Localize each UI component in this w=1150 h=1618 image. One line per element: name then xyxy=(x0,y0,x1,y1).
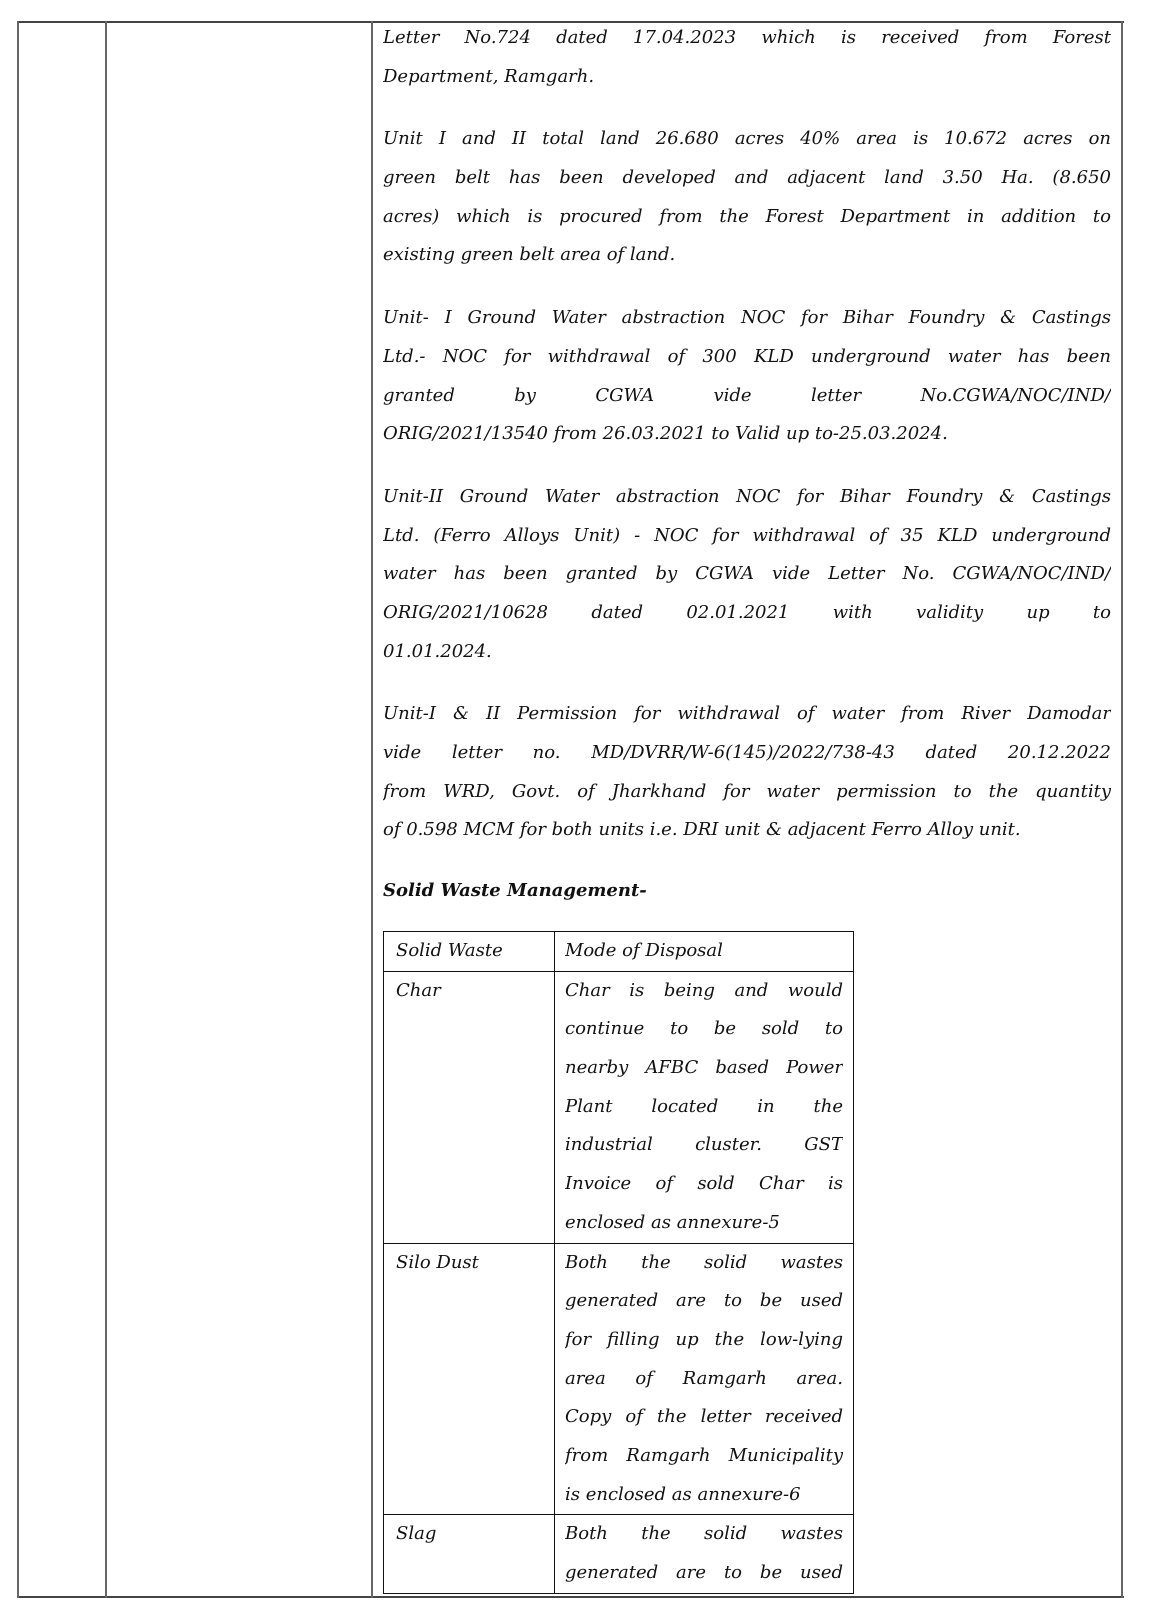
table-row xyxy=(384,971,854,1243)
paragraph xyxy=(383,695,1111,850)
header-mode-of-disposal: Mode of Disposal xyxy=(555,932,854,972)
header-solid-waste: Solid Waste xyxy=(384,932,555,972)
paragraph xyxy=(383,299,1111,454)
text-line: industrial cluster. GST xyxy=(565,1134,843,1156)
cell-mode-of-disposal xyxy=(555,971,854,1243)
text-line: ORIG/2021/13540 from 26.03.2021 to Valid up to-25.03.2024. xyxy=(383,423,948,445)
text-line: Char is being and would xyxy=(565,979,843,1001)
text-line: Ltd.- NOC for withdrawal of 300 KLD underground water has been xyxy=(383,345,1111,367)
paragraph xyxy=(383,120,1111,275)
cell-mode-of-disposal xyxy=(555,1243,854,1515)
text-line: from WRD, Govt. of Jharkhand for water permission to the quantity xyxy=(383,780,1111,802)
cell-solid-waste xyxy=(384,1515,555,1593)
outer-col-border-4 xyxy=(1121,21,1123,1598)
section-heading: Solid Waste Management- xyxy=(383,880,647,902)
text-line: is enclosed as annexure-6 xyxy=(565,1483,801,1505)
text-line: Unit I and II total land 26.680 acres 40% area is 10.672 acres on xyxy=(383,128,1111,150)
text-line: Letter No.724 dated 17.04.2023 which is received from Forest xyxy=(383,27,1111,48)
text-line: generated are to be used xyxy=(565,1290,843,1312)
text-line: Invoice of sold Char is xyxy=(565,1173,843,1195)
text-line: ORIG/2021/10628 dated 02.01.2021 with validity up to xyxy=(383,601,1111,623)
waste-name: Silo Dust xyxy=(396,1251,479,1273)
main-text-cell xyxy=(383,19,1111,911)
text-line: 01.01.2024. xyxy=(383,640,492,662)
text-line: Ltd. (Ferro Alloys Unit) - NOC for withdrawal of 35 KLD underground xyxy=(383,524,1111,546)
text-line: Unit-I & II Permission for withdrawal of water from River Damodar xyxy=(383,703,1111,725)
text-line: from Ramgarh Municipality xyxy=(565,1444,843,1466)
text-line: green belt has been developed and adjacent land 3.50 Ha. (8.650 xyxy=(383,167,1111,189)
text-line: continue to be sold to xyxy=(565,1018,843,1040)
paragraph xyxy=(383,19,1111,96)
outer-col-border-1 xyxy=(17,21,19,1598)
cell-solid-waste xyxy=(384,1243,555,1515)
text-line: water has been granted by CGWA vide Letter No. CGWA/NOC/IND/ xyxy=(383,563,1111,585)
text-line: Copy of the letter received xyxy=(565,1406,843,1428)
text-line: acres) which is procured from the Forest Department in addition to xyxy=(383,205,1111,227)
table-header-row xyxy=(384,932,854,972)
text-line: nearby AFBC based Power xyxy=(565,1057,843,1079)
text-line: generated are to be used xyxy=(565,1562,843,1583)
waste-name: Slag xyxy=(396,1523,437,1545)
outer-table-bottom-border xyxy=(17,1596,1124,1598)
text-line: Both the solid wastes xyxy=(565,1523,843,1545)
text-line: vide letter no. MD/DVRR/W-6(145)/2022/738-43 dated 20.12.2022 xyxy=(383,742,1111,763)
text-line: area of Ramgarh area. xyxy=(565,1367,843,1389)
text-line: Both the solid wastes xyxy=(565,1251,843,1273)
text-line: granted by CGWA vide letter No.CGWA/NOC/IND/ xyxy=(383,384,1111,406)
text-line: of 0.598 MCM for both units i.e. DRI unit & adjacent Ferro Alloy unit. xyxy=(383,819,1021,841)
text-line: Unit-II Ground Water abstraction NOC for Bihar Foundry & Castings xyxy=(383,485,1111,507)
text-line: Plant located in the xyxy=(565,1095,843,1117)
text-line: enclosed as annexure-5 xyxy=(565,1211,780,1233)
text-line: existing green belt area of land. xyxy=(383,244,676,266)
table-row xyxy=(384,1515,854,1593)
paragraph xyxy=(383,478,1111,671)
outer-col-border-3 xyxy=(371,21,373,1598)
text-line: Unit- I Ground Water abstraction NOC for Bihar Foundry & Castings xyxy=(383,307,1111,329)
cell-solid-waste xyxy=(384,971,555,1243)
text-line: Department, Ramgarh. xyxy=(383,65,595,87)
waste-name: Char xyxy=(396,979,441,1001)
text-line: for filling up the low-lying xyxy=(565,1328,843,1350)
cell-mode-of-disposal xyxy=(555,1515,854,1593)
table-row xyxy=(384,1243,854,1515)
solid-waste-table xyxy=(383,931,854,1594)
outer-col-border-2 xyxy=(105,21,107,1598)
